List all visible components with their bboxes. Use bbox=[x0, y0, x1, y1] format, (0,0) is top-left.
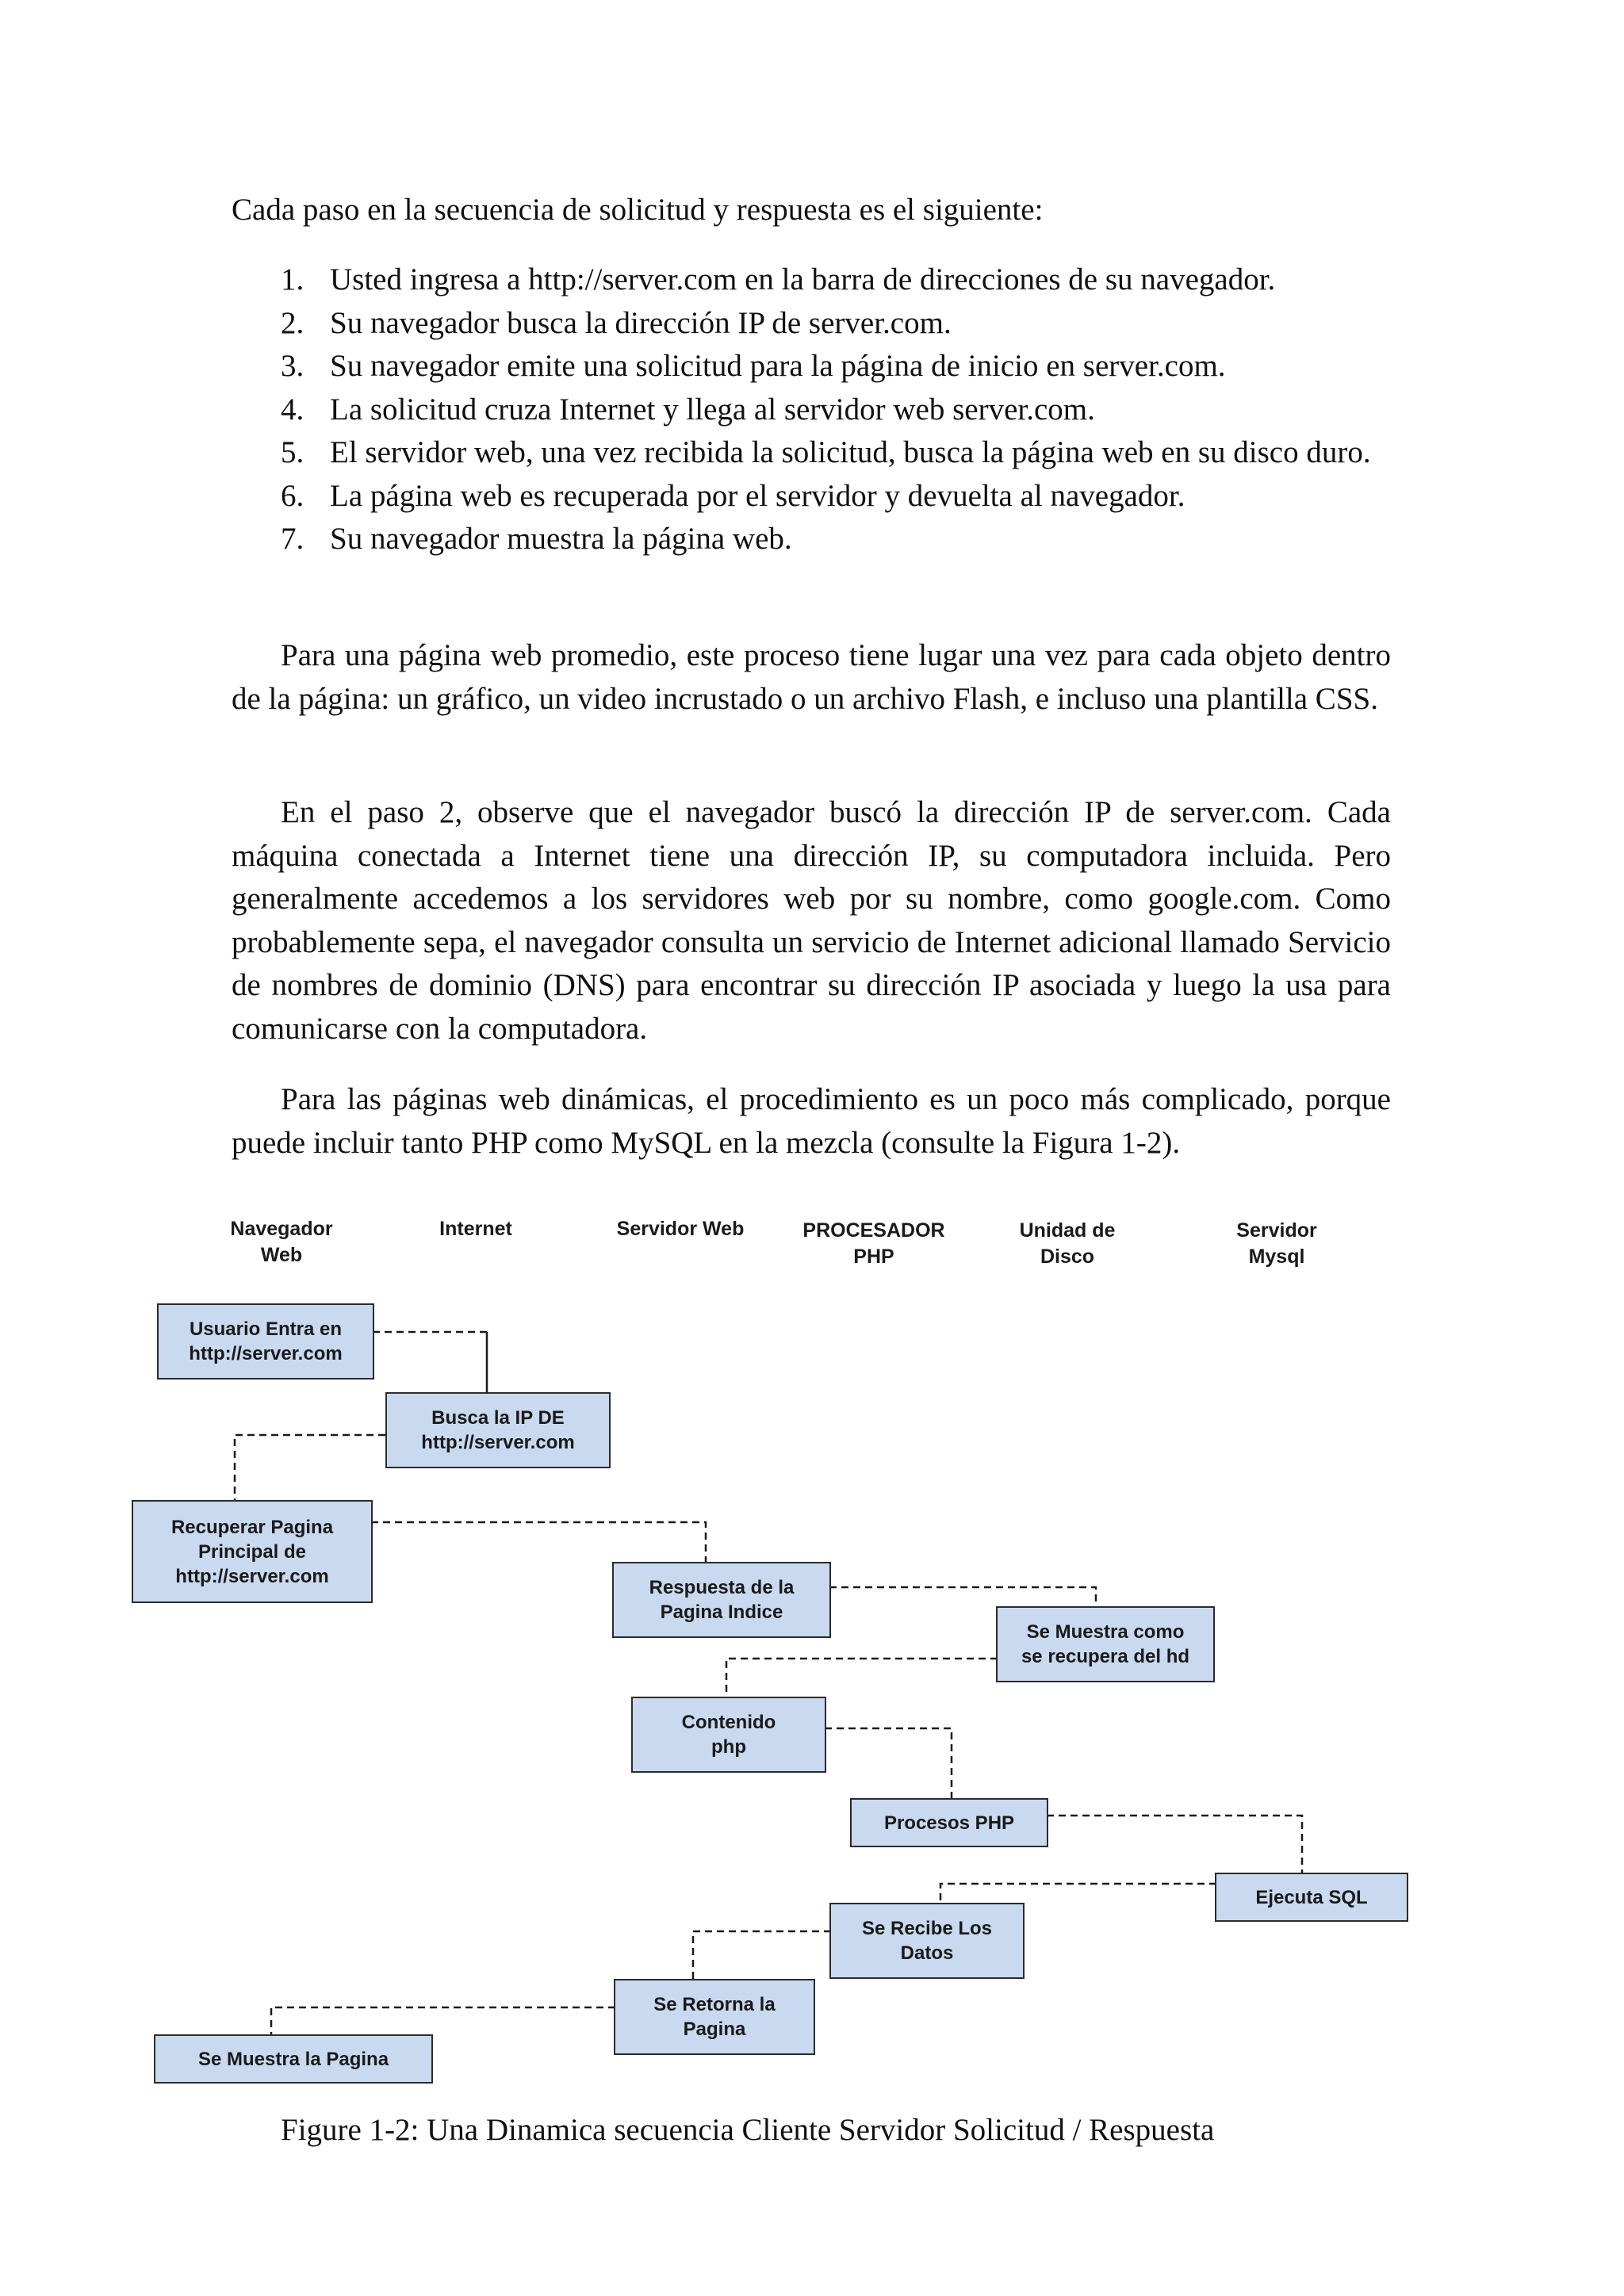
step-number: 2. bbox=[281, 305, 304, 340]
intro-sentence: Cada paso en la secuencia de solicitud y respuesta es el siguiente: bbox=[232, 193, 1044, 227]
step-number: 3. bbox=[281, 349, 304, 383]
connector bbox=[829, 1587, 1096, 1606]
column-header-navegador: Navegador Web bbox=[230, 1218, 333, 1266]
connector bbox=[271, 2007, 615, 2034]
box-se-retorna-pagina: Se Retorna la Pagina bbox=[614, 1979, 815, 2055]
step-text: El servidor web, una vez recibida la solicitud, busca la página web en su disco duro. bbox=[330, 435, 1371, 469]
step-text: Su navegador busca la dirección IP de server.com. bbox=[330, 305, 952, 340]
steps-list bbox=[232, 258, 1391, 561]
box-recuperar-pagina: Recuperar Pagina Principal de http://server.com bbox=[132, 1500, 373, 1603]
box-busca-ip: Busca la IP DE http://server.com bbox=[385, 1392, 611, 1468]
step-number: 5. bbox=[281, 435, 304, 469]
connector bbox=[235, 1435, 385, 1500]
step-number: 6. bbox=[281, 478, 304, 513]
connector bbox=[371, 1522, 706, 1562]
list-item bbox=[232, 475, 1391, 519]
box-respuesta-indice: Respuesta de la Pagina Indice bbox=[612, 1562, 831, 1638]
list-item bbox=[232, 302, 1391, 346]
step-number: 1. bbox=[281, 262, 304, 297]
box-se-muestra-como: Se Muestra como se recupera del hd bbox=[996, 1606, 1215, 1682]
list-item bbox=[232, 345, 1391, 388]
step-text: Su navegador emite una solicitud para la página de inicio en server.com. bbox=[330, 349, 1226, 383]
list-item bbox=[232, 518, 1391, 561]
list-item bbox=[232, 388, 1391, 432]
paragraph-objects bbox=[232, 634, 1391, 721]
paragraph-dns bbox=[232, 791, 1391, 1050]
paragraph-dynamic bbox=[232, 1078, 1391, 1165]
column-header-servidor-web: Servidor Web bbox=[616, 1218, 745, 1240]
step-number: 7. bbox=[281, 522, 304, 556]
column-header-procesador-php: PROCESADOR PHP bbox=[802, 1219, 945, 1268]
box-se-muestra-pagina: Se Muestra la Pagina bbox=[154, 2034, 433, 2084]
connector bbox=[825, 1728, 952, 1798]
step-number: 4. bbox=[281, 392, 304, 427]
step-text: Usted ingresa a http://server.com en la barra de direcciones de su navegador. bbox=[330, 262, 1276, 297]
box-se-recibe-datos: Se Recibe Los Datos bbox=[829, 1903, 1025, 1979]
connector bbox=[726, 1659, 998, 1697]
paragraph-text: En el paso 2, observe que el navegador buscó la dirección IP de server.com. Cada máquina conectada a Internet tiene una dirección IP, su computadora incluida. Pero generalmente accedemos a los servidores web por su nombre, como google.com. Como probablemente sepa, el navegador consulta un servicio de Internet adicional llamado Servicio de nombres de dominio (DNS) para encontrar su dirección IP asociada y luego la usa para comunicarse con la computadora. bbox=[232, 795, 1391, 1046]
connector bbox=[693, 1931, 831, 1979]
sequence-diagram bbox=[0, 1189, 1624, 2109]
column-header-internet: Internet bbox=[439, 1218, 512, 1240]
list-item bbox=[232, 431, 1391, 475]
step-text: La solicitud cruza Internet y llega al servidor web server.com. bbox=[330, 392, 1095, 427]
box-procesos-php: Procesos PHP bbox=[850, 1798, 1048, 1847]
paragraph-text: Para las páginas web dinámicas, el procedimiento es un poco más complicado, porque puede incluir tanto PHP como MySQL en la mezcla (consulte la Figura 1-2). bbox=[232, 1082, 1391, 1160]
column-header-servidor-mysql: Servidor Mysql bbox=[1236, 1219, 1317, 1268]
paragraph-text: Para una página web promedio, este proceso tiene lugar una vez para cada objeto dentro de la página: un gráfico, un video incrustado o un archivo Flash, e incluso una plantilla CSS. bbox=[232, 638, 1391, 716]
step-text: Su navegador muestra la página web. bbox=[330, 522, 792, 556]
box-contenido-php: Contenido php bbox=[631, 1697, 826, 1773]
box-usuario-entra: Usuario Entra en http://server.com bbox=[157, 1303, 374, 1380]
box-ejecuta-sql: Ejecuta SQL bbox=[1215, 1873, 1408, 1922]
list-item bbox=[232, 258, 1391, 302]
connector bbox=[940, 1884, 1216, 1903]
figure-caption: Figure 1-2: Una Dinamica secuencia Cliente Servidor Solicitud / Respuesta bbox=[281, 2113, 1215, 2147]
step-text: La página web es recuperada por el servidor y devuelta al navegador. bbox=[330, 478, 1185, 513]
connector bbox=[1047, 1816, 1302, 1873]
column-header-unidad-disco: Unidad de Disco bbox=[1019, 1219, 1116, 1268]
